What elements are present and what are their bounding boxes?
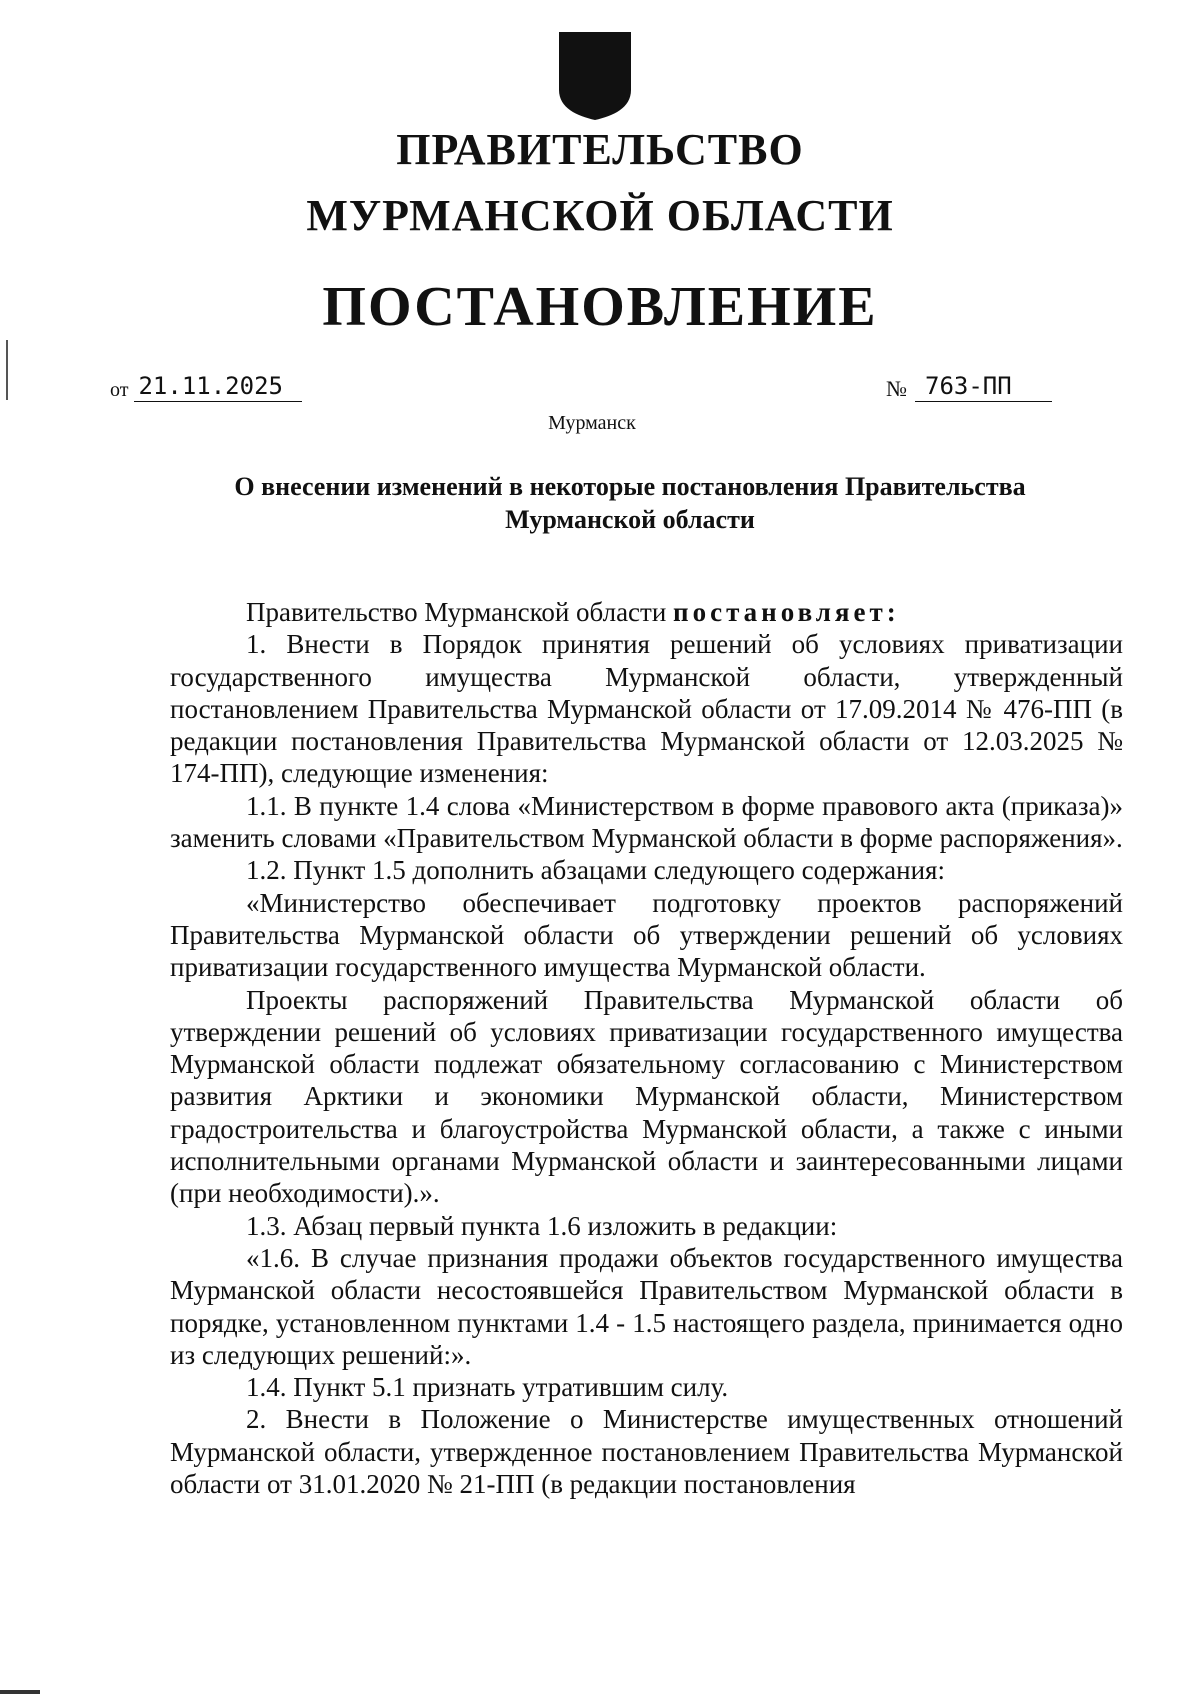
body-intro xyxy=(170,596,1123,628)
subject-line2: Мурманской области xyxy=(505,505,755,534)
coat-of-arms-icon xyxy=(553,30,637,122)
intro-resolves: постановляет: xyxy=(673,597,900,627)
government-title-line2: МУРМАНСКОЙ ОБЛАСТИ xyxy=(306,191,894,240)
date-prefix: от xyxy=(110,379,129,401)
government-title-line1: ПРАВИТЕЛЬСТВО xyxy=(396,125,804,174)
date-field xyxy=(110,372,302,402)
body-paragraph-2: 2. Внести в Положение о Министерстве имущественных отношений Мурманской области, утвержденное постановлением Правительства Мурманской области от 31.01.2020 № 21-ПП (в редакции постановления xyxy=(170,1404,1123,1500)
intro-text: Правительство Мурманской области xyxy=(246,597,674,627)
scan-edge-mark-bottom xyxy=(0,1690,40,1694)
coat-of-arms-shield xyxy=(553,30,637,122)
subject-line1: О внесении изменений в некоторые постановления Правительства xyxy=(234,472,1026,501)
body-paragraph-1-2: 1.2. Пункт 1.5 дополнить абзацами следующего содержания: xyxy=(246,855,945,886)
body-paragraph-quote-2: Проекты распоряжений Правительства Мурманской области об утверждении решений об условиях приватизации государственного имущества Мурманской области подлежат обязательному согласованию с Министерством развития Арктики и экономики Мурманской области, Министерством градостроительства и благоустройства Мурманской области, а также с иными исполнительными органами Мурманской области и заинтересованными лицами (при необходимости).». xyxy=(170,984,1123,1209)
document-subject xyxy=(170,470,1090,536)
number-prefix: № xyxy=(886,376,907,401)
document-body xyxy=(170,596,1123,1500)
body-paragraph-1-4: 1.4. Пункт 5.1 признать утратившим силу. xyxy=(246,1372,729,1403)
scan-edge-mark xyxy=(6,340,8,400)
body-paragraph-1-1: 1.1. В пункте 1.4 слова «Министерством в форме правового акта (приказа)» заменить словами «Правительством Мурманской области в форме распоряжения». xyxy=(170,790,1123,854)
date-value: 21.11.2025 xyxy=(134,372,302,402)
document-type-title: ПОСТАНОВЛЕНИЕ xyxy=(322,276,878,338)
body-paragraph-1-3: 1.3. Абзац первый пункта 1.6 изложить в редакции: xyxy=(246,1210,838,1241)
body-paragraph-quote-3: «1.6. В случае признания продажи объектов государственного имущества Мурманской области несостоявшейся Правительством Мурманской области в порядке, установленном пунктами 1.4 - 1.5 настоящего раздела, принимается одно из следующих решений:». xyxy=(170,1242,1123,1370)
city-name: Мурманск xyxy=(548,412,636,434)
number-field xyxy=(886,372,1052,402)
number-value: 763-ПП xyxy=(915,372,1052,402)
body-paragraph-quote-1: «Министерство обеспечивает подготовку проектов распоряжений Правительства Мурманской области об утверждении решений об условиях приватизации государственного имущества Мурманской области. xyxy=(170,887,1123,983)
city-line xyxy=(0,412,1200,435)
body-paragraph-1: 1. Внести в Порядок принятия решений об условиях приватизации государственного имущества Мурманской области, утвержденный постановлением Правительства Мурманской области от 17.09.2014 № 476-ПП (в редакции постановления Правительства Мурманской области от 12.03.2025 № 174-ПП), следующие изменения: xyxy=(170,629,1123,789)
